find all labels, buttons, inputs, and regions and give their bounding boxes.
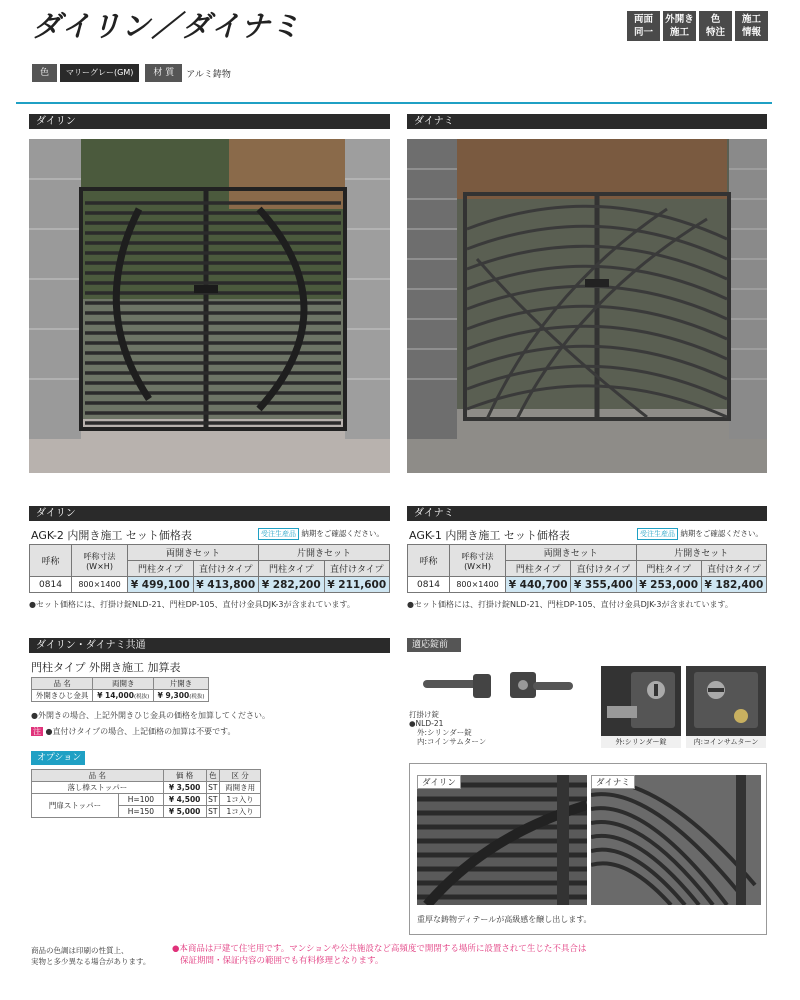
dairin-note: ●セット価格には、打掛け錠NLD-21、門柱DP-105、直付け金具DJK-3が含まれています。 [29,600,355,609]
photo-left-label: ダイリン [29,114,390,129]
detail-right-label: ダイナミ [591,775,635,789]
table-row: 0814 800×1400 ¥ 499,100 ¥ 413,800 ¥ 282,200 ¥ 211,600 [30,577,390,593]
lock-bar: 適応錠前 [407,638,461,652]
common-bar: ダイリン・ダイナミ共通 [29,638,390,653]
dainami-price-table: 呼称 呼称寸法 (W×H) 両開きセット 片開きセット 門柱タイプ 直付けタイプ 門柱タイプ 直付けタイプ 0814 800×1400 ¥ 440,700 ¥ 355,400 ¥ 253,000 ¥ 182,400 [407,544,767,593]
color-chip: マリーグレー(GM) [60,64,139,82]
lock-caption: 打掛け錠 ●NLD-21 外:シリンダー錠 内:コインサムターン [409,710,487,746]
badge-both-sides: 両面 同一 [627,11,660,41]
made-to-order-tag: 受注生産品 [637,528,678,540]
table-row: 門扉ストッパー H=100 ¥ 4,500 ST 1コ入り [32,794,261,806]
badge-install-info: 施工 情報 [735,11,768,41]
table-row: H=150 ¥ 5,000 ST 1コ入り [32,806,261,818]
dairin-gate-photo [29,139,390,473]
common-addon-table: 品 名 両開き 片開き 外開きひじ金具 ¥ 14,000(税抜) ¥ 9,300(税抜) [31,677,209,702]
dairin-price-table: 呼称 呼称寸法 (W×H) 両開きセット 片開きセット 門柱タイプ 直付けタイプ 門柱タイプ 直付けタイプ 0814 800×1400 ¥ 499,100 ¥ 413,800 ¥ 282,200 ¥ 211,600 [29,544,390,593]
note-mark: 注 [33,727,41,736]
dairin-table-bar: ダイリン [29,506,390,521]
page-title: ダイリン／ダイナミ [32,9,301,43]
dainami-table-bar: ダイナミ [407,506,767,521]
table-row: 外開きひじ金具 ¥ 14,000(税抜) ¥ 9,300(税抜) [32,690,209,702]
common-title: 門柱タイプ 外開き施工 加算表 [31,661,181,674]
detail-caption: 重厚な鋳物ディテールが高級感を醸し出します。 [417,915,592,924]
dairin-detail-photo [417,775,587,905]
dainami-table-title: AGK-1 内開き施工 セット価格表 [409,529,570,542]
dainami-detail-photo [591,775,761,905]
photo-right-label: ダイナミ [407,114,767,129]
made-to-order-tag: 受注生産品 [258,528,299,540]
common-note-2-row: 注 ●直付けタイプの場合、上記価格の加算は不要です。 [33,727,236,736]
table-row: 0814 800×1400 ¥ 440,700 ¥ 355,400 ¥ 253,000 ¥ 182,400 [408,577,767,593]
lock-handles-image [415,666,595,706]
coin-thumbturn-photo: 内:コインサムターン [686,666,766,748]
feature-badges [627,11,768,41]
footer-warning: ●本商品は戸建て住宅用です。マンションや公共施設など高頻度で開閉する場所に設置されて生じた不具合は 保証期間・保証内容の範囲でも有料修理となります。 [172,944,587,966]
header-divider [16,102,772,104]
dairin-tag-row: 受注生産品 納期をご確認ください。 [258,528,384,540]
footer-color-note: 商品の色調は印刷の性質上、 実物と多少異なる場合があります。 [31,946,151,966]
dainami-note: ●セット価格には、打掛け錠NLD-21、門柱DP-105、直付け金具DJK-3が含まれています。 [407,600,733,609]
cylinder-lock-photo: 外:シリンダー錠 [601,666,681,748]
options-table: 品 名 価 格 色 区 分 落し棒ストッパー ¥ 3,500 ST 両開き用 門扉ストッパー H=100 ¥ 4,500 ST 1コ入り H=150 ¥ 5,000 ST 1コ入り [31,769,261,818]
badge-custom-color: 色 特注 [699,11,732,41]
common-note-1: ●外開きの場合、上記外開きひじ金具の価格を加算してください。 [31,711,270,720]
options-bar: オプション [31,751,85,765]
dairin-table-title: AGK-2 内開き施工 セット価格表 [31,529,192,542]
table-row: 落し棒ストッパー ¥ 3,500 ST 両開き用 [32,782,261,794]
badge-outward: 外開き 施工 [663,11,696,41]
dainami-tag-row: 受注生産品 納期をご確認ください。 [637,528,763,540]
color-attribute: 色 マリーグレー(GM) 材 質 アルミ鋳物 [32,64,231,82]
detail-left-label: ダイリン [417,775,461,789]
dainami-gate-photo [407,139,767,473]
